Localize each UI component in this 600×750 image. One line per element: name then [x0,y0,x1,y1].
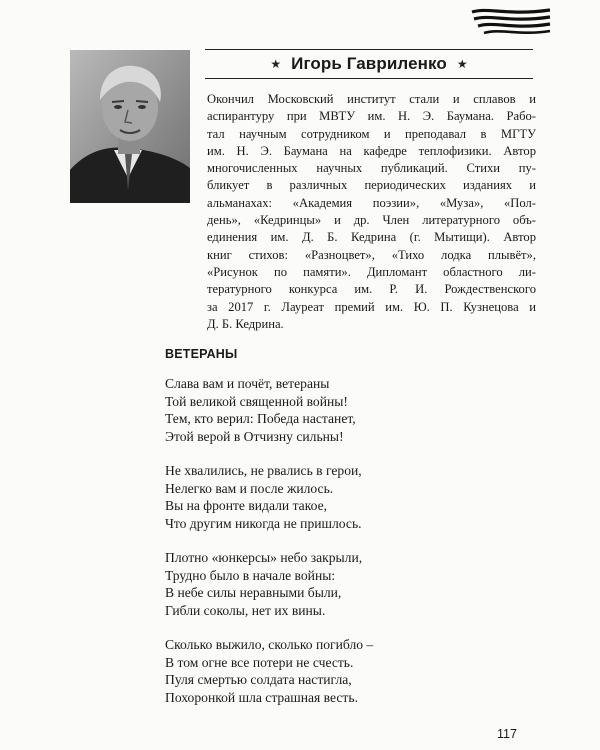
verse-line: Что другим никогда не пришлось. [165,515,362,531]
bio-line: Д. Б. Кедрина. [207,316,284,331]
verse-line: Трудно было в начале войны: [165,567,336,583]
verse-line: Сколько выжило, сколько погибло – [165,637,374,652]
bio-line: им. Н. Э. Баумана на кафедре теплофизики. Автор [207,143,536,158]
verse-line: Гибли соколы, нет их вины. [165,602,326,618]
verse-line: Пуля смертью солдата настигла, [165,672,352,687]
bio-line: тал научным сотрудником и преподавал в МГТУ [207,126,536,141]
stanza [165,375,373,445]
author-bio [207,91,536,333]
bio-line: альманахах: «Академия поэзии», «Муза», «Пол- [207,195,536,210]
bio-line: аспирантуру при МВТУ им. Н. Э. Баумана. Рабо- [207,109,536,124]
verse-line: Вы на фронте видали такое, [165,498,328,513]
verse-line: Тем, кто верил: Победа настанет, [165,411,356,426]
stanza [165,636,373,706]
page-number: 117 [497,727,517,741]
verse-line: В том огне все потери не счесть. [165,654,354,670]
stanza [165,462,373,532]
verse-line: Нелегко вам и после жилось. [165,480,334,496]
verse-line: Похоронкой шла страшная весть. [165,689,358,705]
bio-line: «Рисунок по памяти». Дипломант областного ли- [207,264,536,279]
ribbon-emblem-icon [470,6,552,36]
bio-line: единения им. Д. Б. Кедрина (г. Мытищи). Автор [207,230,536,245]
bio-line: многочисленных научных публикаций. Стихи пу- [207,161,536,176]
stanza [165,549,373,619]
verse-line: Этой верой в Отчизну сильны! [165,428,344,444]
poem-title: ВЕТЕРАНЫ [165,347,238,361]
verse-line: Плотно «юнкерсы» небо закрыли, [165,550,363,565]
verse-line: Не хвалились, не рвались в герои, [165,463,362,478]
star-left-icon: ★ [270,57,282,71]
bio-line: книг стихов: «Разноцвет», «Тихо лодка плывёт», [207,247,536,262]
verse-line: Той великой священной войны! [165,393,348,409]
bio-line: за 2017 г. Лауреат премий им. Ю. П. Кузнецова и [207,299,536,314]
bio-line: день», «Кедринцы» и др. Член литературного объ- [207,213,536,228]
verse-line: В небе силы неравными были, [165,585,342,600]
author-portrait [70,50,190,203]
author-name: Игорь Гавриленко [291,54,447,73]
star-right-icon: ★ [456,57,468,71]
bio-line: бликует в различных периодических изданиях и [207,178,536,193]
author-header [205,50,533,78]
bio-line: Окончил Московский институт стали и сплавов и [207,92,536,106]
bio-line: тературного конкурса им. Р. И. Рождественского [207,282,536,297]
header-rule-bottom [205,78,533,79]
poem-body [165,375,373,723]
verse-line: Слава вам и почёт, ветераны [165,376,330,391]
